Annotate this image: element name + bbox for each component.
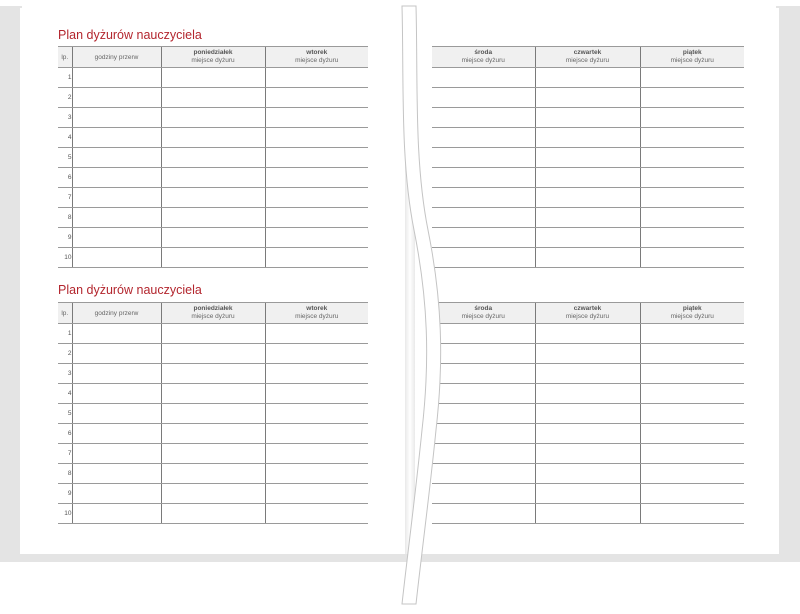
place-label: miejsce dyżuru <box>191 57 235 64</box>
day-label: piątek <box>682 305 702 312</box>
row-number: 6 <box>58 424 72 444</box>
row-number: 7 <box>58 188 72 208</box>
place-label: miejsce dyżuru <box>565 57 610 64</box>
lp-header: lp. <box>58 47 72 68</box>
page-title-bottom: Plan dyżurów nauczyciela <box>58 283 202 297</box>
row-number: 3 <box>58 364 72 384</box>
row-number: 4 <box>58 128 72 148</box>
row-number: 8 <box>58 208 72 228</box>
row-number: 2 <box>58 88 72 108</box>
page-title-top: Plan dyżurów nauczyciela <box>58 28 202 42</box>
row-number: 5 <box>58 404 72 424</box>
row-number: 8 <box>58 464 72 484</box>
row-number: 1 <box>58 324 72 344</box>
row-number: 4 <box>58 384 72 404</box>
row-number: 9 <box>58 228 72 248</box>
place-label: miejsce dyżuru <box>565 313 610 320</box>
row-number: 1 <box>58 68 72 88</box>
place-label: miejsce dyżuru <box>295 313 339 320</box>
hours-header: godziny przerw <box>72 303 161 324</box>
day-label: środa <box>474 305 493 312</box>
lp-header: lp. <box>58 303 72 324</box>
row-number: 6 <box>58 168 72 188</box>
day-label: piątek <box>682 49 702 56</box>
place-label: miejsce dyżuru <box>670 57 714 64</box>
row-number: 10 <box>58 504 72 524</box>
day-label: czwartek <box>573 305 602 312</box>
day-label: poniedziałek <box>193 49 233 56</box>
day-label: poniedziałek <box>193 305 233 312</box>
row-number: 5 <box>58 148 72 168</box>
day-label: wtorek <box>306 305 328 312</box>
place-label: miejsce dyżuru <box>295 57 339 64</box>
day-label: czwartek <box>573 49 602 56</box>
place-label: miejsce dyżuru <box>670 313 714 320</box>
place-label: miejsce dyżuru <box>461 57 505 64</box>
place-label: miejsce dyżuru <box>461 313 505 320</box>
row-number: 3 <box>58 108 72 128</box>
day-label: środa <box>474 49 493 56</box>
row-number: 10 <box>58 248 72 268</box>
place-label: miejsce dyżuru <box>191 313 235 320</box>
row-number: 2 <box>58 344 72 364</box>
day-label: wtorek <box>306 49 328 56</box>
row-number: 7 <box>58 444 72 464</box>
hours-header: godziny przerw <box>72 47 161 68</box>
row-number: 9 <box>58 484 72 504</box>
